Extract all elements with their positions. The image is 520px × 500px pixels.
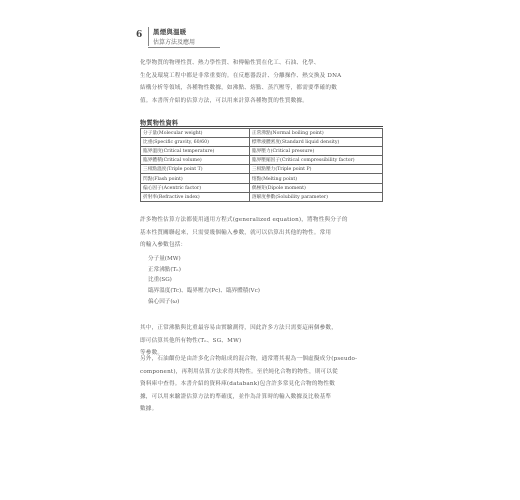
table-cell: 臨界溫度(Critical temperature) [141,147,250,156]
table-title: 物質物性資料 [140,120,179,127]
table-row [141,147,383,156]
table-cell: 折射率(Refractive index) [141,192,250,201]
table-cell: 臨界壓力(Critical pressure) [249,147,382,156]
text-line: component)，再利用估算方法求得其物性。至於純化合物的物性，則可以從 [140,368,338,375]
running-title: 黑煙與溫暖 [153,28,187,36]
page-number: 6 [136,30,143,40]
table-cell: 分子量(Molecular weight) [141,129,250,138]
text-line: 其中，正常沸點與比重最容易由實驗測得，因此許多方法只需要這兩個參數， [140,325,337,331]
list-item: 分子量(MW) [148,256,181,262]
text-line: 基本性質關聯起來，只需要幾個輸入參數，就可以估算出其他的物性。常用 [140,229,332,236]
text-line: 許多物性估算方法都使用通用方程式(generalized equation)，將物性與分子的 [140,217,348,223]
text-line: 生化及環境工程中都是非常重要的。在反應器設計、分離操作、熱交換及 DNA [140,72,342,79]
list-item: 偏心因子(ω) [148,298,180,305]
table-cell: 臨界體積(Critical volume) [141,156,250,165]
table-top-rule [140,126,383,127]
table-row [141,156,383,165]
pseudo-component-paragraph [140,353,390,416]
table-row [141,183,383,192]
table-cell: 臨界壓縮因子(Critical compressibility factor) [249,156,382,165]
property-table [140,128,383,202]
table-cell: 熔點(Melting point) [249,174,382,183]
text-line: 資料庫中查得。本書介紹的資料庫(databank)包含許多常見化合物的物性數 [140,381,335,388]
list-item: 臨界溫度(Tc)、臨界壓力(Pc)、臨界體積(Vc) [148,288,260,295]
list-item: 正常沸點(Tₙ) [148,266,181,273]
text-line: 數據。 [140,406,158,413]
header-rule [148,47,220,48]
header-block [148,27,273,46]
general-equation-paragraph [140,214,390,252]
running-subtitle: 估算方法及應用 [153,39,196,46]
table-row [141,192,383,201]
table-cell: 偏心因子(Acentric factor) [141,183,250,192]
text-line: 等參數。 [140,350,164,357]
text-line: 另外，石油餾份是由許多化合物組成的混合物，通常將其視為一個虛擬成分(pseudo- [140,356,358,362]
table-cell: 標準液體密度(Standard liquid density) [249,138,382,147]
table-row [141,174,383,183]
table-cell: 三相點溫度(Triple point T) [141,165,250,174]
table-row [141,129,383,138]
text-line: 據，可以用來驗證估算方法的準確度，並作為計算時的輸入數據及比較基準 [140,393,332,400]
input-parameter-list [148,254,260,308]
text-line: 即可估算其他所有物性(Tₙ、SG、MW) [140,337,242,344]
table-cell: 正常沸點(Normal boiling point) [249,129,382,138]
table-row [141,138,383,147]
table-cell: 偶極矩(Dipole moment) [249,183,382,192]
intro-paragraph [140,57,390,107]
text-line: 化學物質的物理性質、熱力學性質、和傳輸性質在化工、石油、化學、 [140,60,320,66]
table-cell: 閃點(Flash point) [141,174,250,183]
table-cell: 三相點壓力(Triple point P) [249,165,382,174]
table-cell: 溶解度參數(Solubility parameter) [249,192,382,201]
text-line: 值。本書所介紹的估算方法，可以用來計算各種物質的性質數據。 [140,97,309,104]
text-line: 的輸入參數包括： [140,242,187,249]
table-cell: 比重(Specific gravity, 60/60) [141,138,250,147]
text-line: 結構分析等領域，各種物性數據，如沸點、熔點、蒸汽壓等，都需要準確的數 [140,85,337,92]
list-item: 比重(SG) [148,277,172,284]
table-row [141,165,383,174]
